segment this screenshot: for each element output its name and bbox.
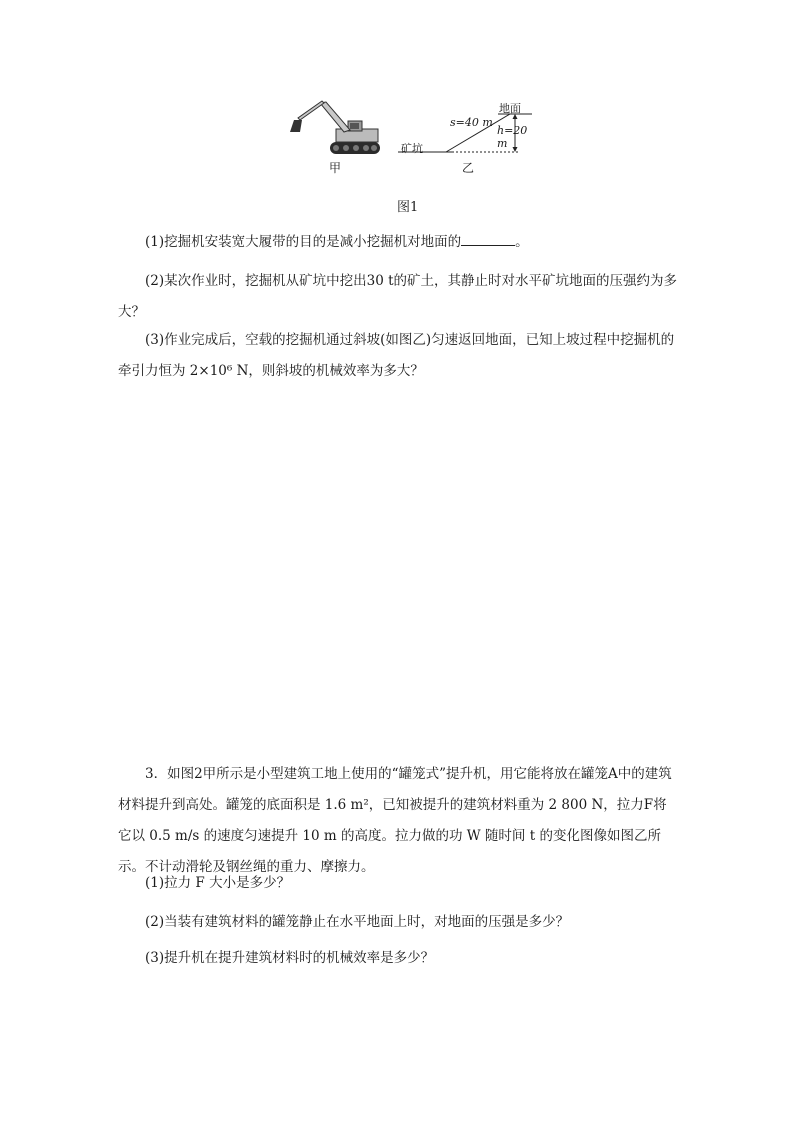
question-3-part-3: (3)提升机在提升建筑材料时的机械效率是多少？ <box>145 950 435 966</box>
question-2-part-1 <box>118 227 680 258</box>
answer-blank[interactable] <box>461 232 515 246</box>
question-2-part-2: (2)某次作业时，挖掘机从矿坑中挖出30 t的矿土，其静止时对水平矿坑地面的压强约为多大？ <box>118 273 678 320</box>
pit-label: 矿坑 <box>401 142 423 155</box>
question-3-part-2: (2)当装有建筑材料的罐笼静止在水平地面上时，对地面的压强是多少？ <box>145 914 570 930</box>
figure-1 <box>280 96 540 176</box>
ground-label: 地面 <box>499 102 521 115</box>
part-1-text: (1)挖掘机安装宽大履带的目的是减小挖掘机对地面的 <box>145 234 462 250</box>
slope-length-label: s=40 m <box>450 116 493 129</box>
question-3-intro: 3．如图2甲所示是小型建筑工地上使用的“罐笼式”提升机，用它能将放在罐笼A中的建筑材料提升到高处。罐笼的底面积是 1.6 m²，已知被提升的建筑材料重为 2 800 N，拉力F将它以 0.5 m/s 的速度匀速提升 10 m 的高度。拉力做的功 W 随时间 t 的变化图像如图乙所示。不计动滑轮及钢丝绳的重力、摩擦力。 <box>118 766 672 875</box>
question-2-part-3: (3)作业完成后，空载的挖掘机通过斜坡(如图乙)匀速返回地面，已知上坡过程中挖掘机的牵引力恒为 2×10⁶ N，则斜坡的机械效率为多大？ <box>118 332 675 379</box>
panel-a-label: 甲 <box>329 161 342 175</box>
excavator-illustration <box>280 96 390 162</box>
part-1-end: 。 <box>515 234 529 250</box>
figure-1-caption: 图1 <box>397 200 419 215</box>
question-3-part-1: (1)拉力 F 大小是多少？ <box>145 875 291 891</box>
height-label: h=20 m <box>497 124 528 150</box>
panel-b-label: 乙 <box>462 161 475 175</box>
